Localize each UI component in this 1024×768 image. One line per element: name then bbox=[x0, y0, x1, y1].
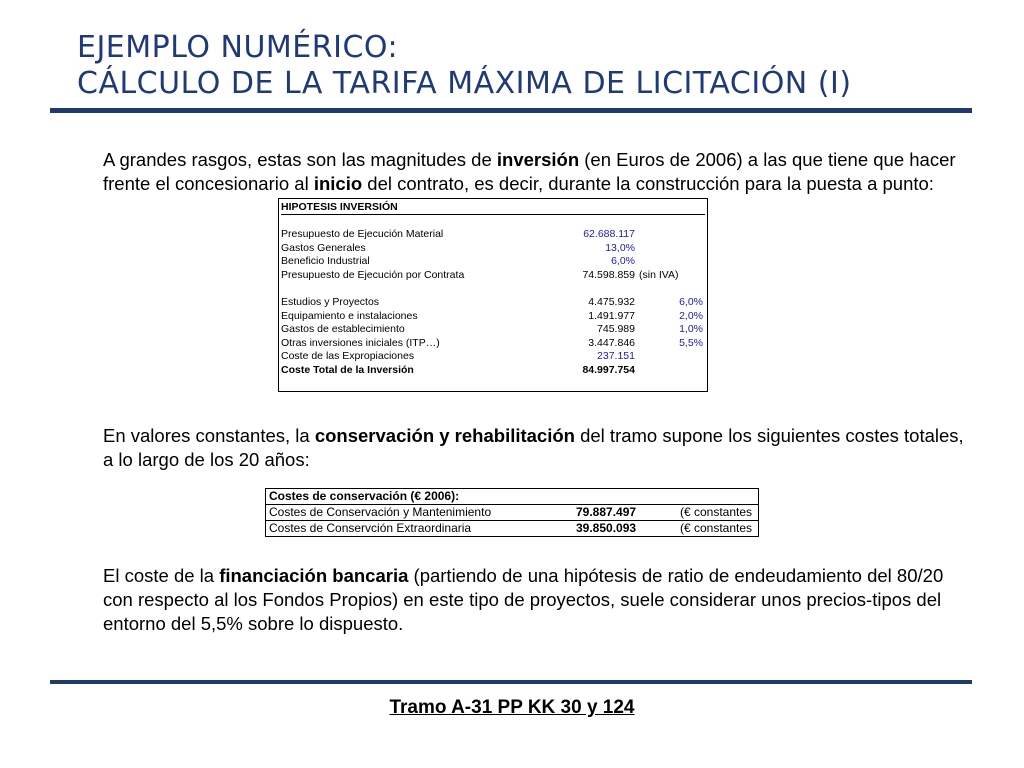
conservation-table-header bbox=[266, 489, 758, 504]
row-value: 6,0% bbox=[611, 255, 635, 267]
header-label: Costes de conservación (€ 2006): bbox=[269, 489, 460, 503]
bottom-divider bbox=[50, 680, 972, 684]
row-note: (€ constantes bbox=[680, 505, 753, 519]
row-value: 74.598.859 bbox=[582, 268, 635, 281]
row-label: Equipamiento e instalaciones bbox=[281, 309, 418, 322]
row-note: (€ constantes bbox=[680, 521, 753, 535]
row-value: 84.997.754 bbox=[582, 363, 635, 376]
row-label: Costes de Conservción Extraordinaria bbox=[269, 521, 472, 535]
row-value: 79.887.497 bbox=[576, 505, 637, 519]
row-value: 4.475.932 bbox=[588, 296, 635, 308]
para3-text-2: (partiendo de una hipótesis de ratio de endeudamiento del 80/20 con respecto al los Fondos Propios) en este tipo de proyectos, suele considerar unos precios-tipos del entorno del 5,5% sobre lo dispuesto. bbox=[103, 565, 944, 634]
table-row-total bbox=[281, 364, 705, 378]
top-divider bbox=[50, 108, 972, 113]
row-value: 62.688.117 bbox=[583, 228, 635, 240]
investment-table bbox=[278, 198, 708, 392]
row-percent: 1,0% bbox=[679, 323, 703, 335]
row-label: Estudios y Proyectos bbox=[281, 296, 380, 308]
title-line-2: CÁLCULO DE LA TARIFA MÁXIMA DE LICITACIÓN (I) bbox=[77, 66, 852, 101]
title-line-1: EJEMPLO NUMÉRICO: bbox=[77, 30, 399, 65]
para2-text-2: del tramo supone los siguientes costes totales, a lo largo de los 20 años: bbox=[103, 425, 964, 470]
row-percent: 5,5% bbox=[679, 336, 703, 349]
page-title bbox=[77, 30, 852, 102]
investment-paragraph bbox=[103, 148, 973, 196]
row-label: Coste de las Expropiaciones bbox=[281, 350, 415, 362]
table-row bbox=[281, 255, 705, 269]
para1-text-2: (en Euros de 2006) a las que tiene que hacer frente el concesionario al bbox=[103, 149, 956, 194]
footer-label: Tramo A-31 PP KK 30 y 124 bbox=[389, 697, 635, 718]
table-row bbox=[281, 296, 705, 310]
table-row bbox=[266, 520, 758, 536]
table-row bbox=[281, 337, 705, 351]
table-row bbox=[266, 504, 758, 520]
para1-text-3: del contrato, es decir, durante la construcción para la puesta a punto: bbox=[362, 173, 934, 194]
para3-text-1: El coste de la bbox=[103, 565, 220, 586]
row-value: 237.151 bbox=[597, 350, 635, 362]
para1-text-1: A grandes rasgos, estas son las magnitudes de bbox=[103, 149, 497, 170]
row-value: 13,0% bbox=[605, 241, 635, 254]
conservation-table bbox=[265, 488, 759, 537]
row-label: Presupuesto de Ejecución por Contrata bbox=[281, 268, 465, 281]
row-label: Beneficio Industrial bbox=[281, 255, 370, 267]
para1-bold-1: inversión bbox=[496, 149, 580, 170]
para1-bold-2: inicio bbox=[313, 173, 363, 194]
row-label: Gastos Generales bbox=[281, 241, 366, 254]
table-row bbox=[281, 228, 705, 242]
conservation-paragraph bbox=[103, 424, 973, 472]
table-row bbox=[281, 269, 705, 283]
table-row bbox=[281, 242, 705, 256]
para2-text-1: En valores constantes, la bbox=[103, 425, 315, 446]
financing-paragraph bbox=[103, 564, 973, 636]
row-value: 39.850.093 bbox=[576, 521, 637, 535]
row-label: Costes de Conservación y Mantenimiento bbox=[269, 505, 492, 519]
row-percent: 2,0% bbox=[679, 309, 703, 322]
row-label: Coste Total de la Inversión bbox=[281, 363, 414, 376]
row-value: 745.989 bbox=[597, 323, 635, 335]
row-note: (sin IVA) bbox=[639, 268, 679, 281]
para3-bold-1: financiación bancaria bbox=[219, 565, 409, 586]
row-value: 1.491.977 bbox=[588, 309, 635, 322]
row-value: 3.447.846 bbox=[588, 336, 635, 349]
row-percent: 6,0% bbox=[679, 296, 703, 308]
row-label: Otras inversiones iniciales (ITP…) bbox=[281, 336, 440, 349]
table-row bbox=[281, 323, 705, 337]
investment-table-header: HIPOTESIS INVERSIÓN bbox=[281, 201, 705, 215]
row-label: Presupuesto de Ejecución Material bbox=[281, 228, 444, 240]
row-label: Gastos de establecimiento bbox=[281, 323, 405, 335]
para2-bold-1: conservación y rehabilitación bbox=[314, 425, 575, 446]
table-row bbox=[281, 310, 705, 324]
table-row bbox=[281, 350, 705, 364]
